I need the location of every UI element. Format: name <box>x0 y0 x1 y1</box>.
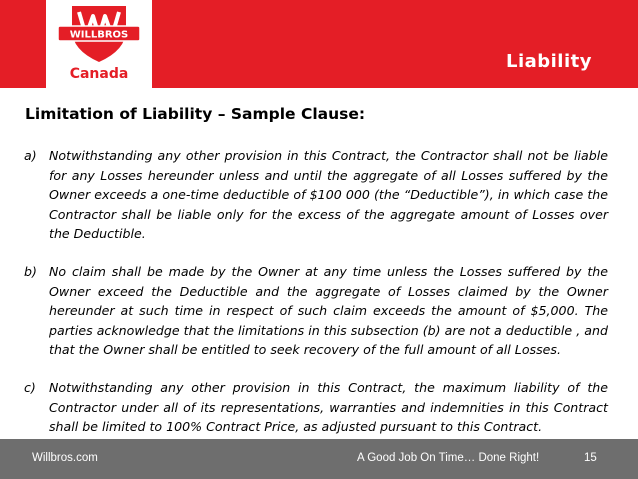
logo-country-text: Canada <box>69 66 129 82</box>
clause-text: Notwithstanding any other provision in this Contract, the Contractor shall not be liable for any Losses hereunder unless and until the aggregate of all Losses suffered by the Owner exceeds a one-time deductible of $100 000 (the “Deductible”), in which case the Contractor shall be liable only for the excess of the aggregate amount of Losses over the Deductible. <box>49 148 608 242</box>
clause-letter: c) <box>24 379 36 395</box>
footer-website: Willbros.com <box>32 452 98 464</box>
clause-list <box>24 146 608 455</box>
footer-tagline: A Good Job On Time… Done Right! <box>357 452 540 464</box>
clause-b <box>24 262 608 360</box>
page-number: 15 <box>584 452 597 464</box>
clause-letter: a) <box>24 148 37 163</box>
slide-header <box>0 0 638 88</box>
page-title: Liability <box>505 51 592 72</box>
clause-c <box>24 378 608 437</box>
willbros-shield-icon <box>46 0 152 66</box>
clause-letter: b) <box>24 263 37 279</box>
willbros-logo <box>46 0 152 88</box>
clause-text: Notwithstanding any other provision in this Contract, the maximum liability of the Contractor under all of its representations, warranties and indemnities in this Contract shall be limited to 100% Contract Price, as adjusted pursuant to this Contract. <box>49 379 608 435</box>
slide-footer <box>0 439 638 479</box>
logo-brand-text: WILLBROS <box>69 29 129 41</box>
clause-a <box>24 146 608 244</box>
section-subtitle: Limitation of Liability – Sample Clause: <box>25 105 366 123</box>
clause-text: No claim shall be made by the Owner at any time unless the Losses suffered by the Owner exceed the Deductible and the aggregate of Losses claimed by the Owner hereunder at such time in respect of such claim exceeds the amount of $5,000. The parties acknowledge that the limitations in this subsection (b) are not a deductible , and that the Owner shall be entitled to seek recovery of the full amount of all Losses. <box>49 263 608 358</box>
